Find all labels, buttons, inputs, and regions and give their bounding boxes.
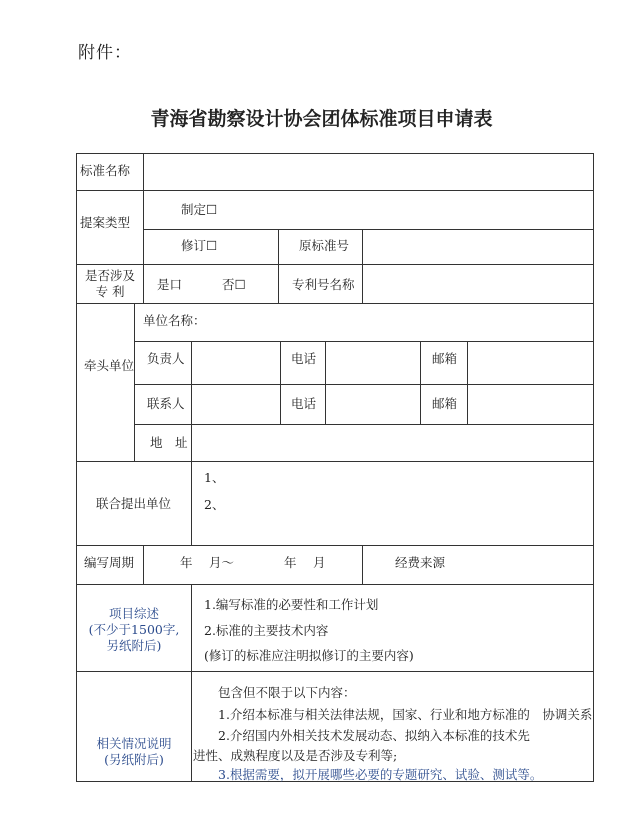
- standard-name-field[interactable]: [144, 154, 593, 190]
- col-divider: [280, 341, 281, 425]
- period-label: 编写周期: [84, 555, 135, 570]
- overview-item-2: 2.标准的主要技术内容: [204, 623, 329, 638]
- standard-name-label: 标准名称: [80, 163, 131, 178]
- overview-label-line1: 项目综述: [108, 606, 159, 621]
- patent-label: [77, 268, 143, 300]
- original-standard-no-field[interactable]: [363, 230, 593, 264]
- related-intro: 包含但不限于以下内容：: [218, 685, 356, 700]
- patent-no-checkbox[interactable]: 否☐: [222, 277, 246, 292]
- joint-unit-label: 联合提出单位: [96, 496, 172, 511]
- overview-item-3: (修订的标准应注明拟修订的主要内容): [204, 648, 414, 663]
- patent-label-line2: 专 利: [95, 284, 125, 299]
- overview-label-line3: 另纸附后): [106, 638, 162, 653]
- row-divider: [76, 190, 594, 191]
- funding-label: 经费来源: [395, 555, 446, 570]
- lead-unit-label: 牵头单位: [84, 358, 135, 373]
- principal-label: 负责人: [147, 351, 185, 366]
- patent-yes-checkbox[interactable]: 是口: [157, 277, 183, 292]
- col-divider: [191, 461, 192, 546]
- col-divider: [420, 341, 421, 425]
- formulate-checkbox[interactable]: 制定☐: [181, 202, 218, 217]
- row-divider: [76, 545, 594, 546]
- contact-email-label: 邮箱: [432, 396, 458, 411]
- row-divider: [76, 461, 594, 462]
- principal-phone-field[interactable]: [326, 342, 419, 384]
- col-divider: [143, 545, 144, 585]
- contact-label: 联系人: [147, 396, 185, 411]
- attachment-label: 附件：: [78, 43, 132, 63]
- joint-unit-item-2[interactable]: 2、: [204, 497, 225, 512]
- address-label: 地 址: [150, 435, 188, 450]
- related-item-3: 3.根据需要，拟开展哪些必要的专题研究、试验、测试等。: [218, 767, 543, 782]
- address-field[interactable]: [192, 425, 593, 461]
- col-divider: [278, 229, 279, 304]
- table-border-left: [76, 153, 77, 782]
- principal-email-field[interactable]: [468, 342, 593, 384]
- proposal-type-label: 提案类型: [80, 215, 131, 230]
- row-divider: [76, 303, 594, 304]
- principal-phone-label: 电话: [291, 351, 317, 366]
- overview-item-1: 1.编写标准的必要性和工作计划: [204, 597, 379, 612]
- contact-field[interactable]: [192, 385, 279, 424]
- contact-phone-label: 电话: [291, 396, 317, 411]
- related-label-line1: 相关情况说明: [96, 736, 172, 751]
- related-item-1: 1.介绍本标准与相关法律法规，国家、行业和地方标准的 协调关系: [218, 707, 593, 722]
- contact-phone-field[interactable]: [326, 385, 419, 424]
- unit-name-label: 单位名称：: [143, 313, 206, 328]
- row-divider: [76, 584, 594, 585]
- patent-name-field[interactable]: [363, 265, 593, 303]
- contact-email-field[interactable]: [468, 385, 593, 424]
- overview-label: [77, 606, 191, 654]
- principal-email-label: 邮箱: [432, 351, 458, 366]
- col-divider: [134, 303, 135, 462]
- related-label-line2: (另纸附后): [104, 752, 164, 767]
- period-dates[interactable]: 年 月～ 年 月: [180, 555, 326, 570]
- overview-label-line2: (不少于1500字,: [88, 622, 180, 637]
- table-border-right: [593, 153, 594, 782]
- joint-unit-item-1[interactable]: 1、: [204, 470, 225, 485]
- original-standard-no-label: 原标准号: [299, 238, 350, 253]
- row-divider: [76, 671, 594, 672]
- principal-field[interactable]: [192, 342, 279, 384]
- related-item-2: 2.介绍国内外相关技术发展动态、拟纳入本标准的技术先: [218, 728, 530, 743]
- patent-name-label: 专利号名称: [292, 277, 355, 292]
- col-divider: [191, 584, 192, 782]
- related-item-2-continued: 进性、成熟程度以及是否涉及专利等;: [193, 748, 398, 763]
- form-title: 青海省勘察设计协会团体标准项目申请表: [150, 108, 493, 130]
- patent-label-line1: 是否涉及: [84, 268, 135, 283]
- revise-checkbox[interactable]: 修订☐: [181, 238, 218, 253]
- col-divider: [362, 545, 363, 585]
- related-label: [77, 736, 191, 768]
